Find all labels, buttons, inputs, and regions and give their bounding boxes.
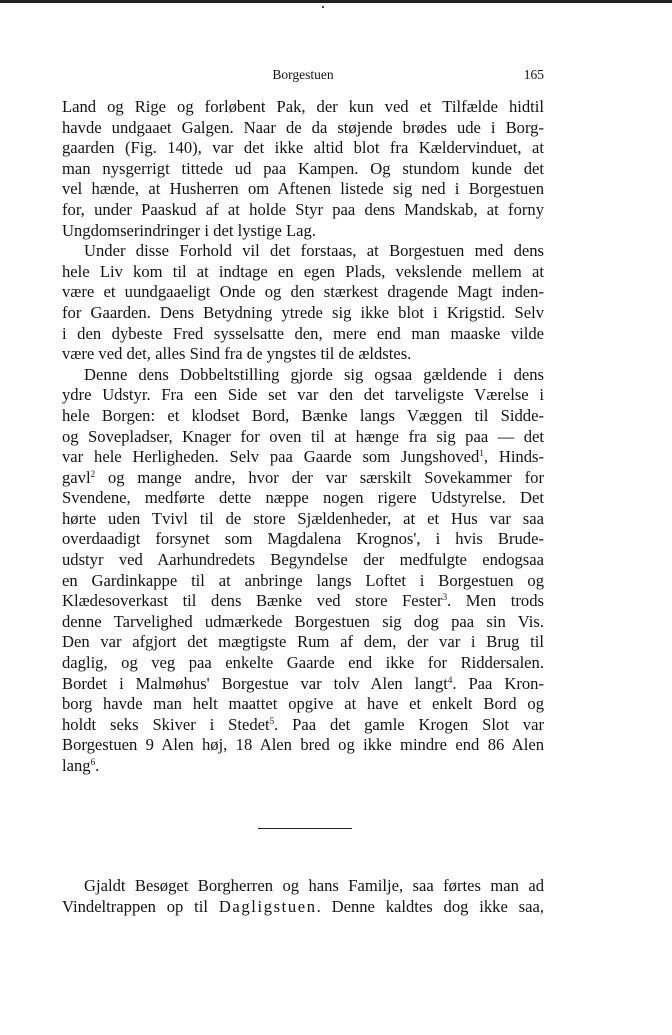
text-line: [62, 468, 544, 489]
text-line-tail: . Denne kaldtes dog ikke saa,: [316, 896, 545, 916]
text-line: Svendene, medførte dette næppe nogen rigere Udstyrelse. Det: [62, 488, 544, 508]
text-line-tail: og mange andre, hvor der var særskilt Sovekammer for: [95, 467, 544, 487]
text-line: vel hænde, at Husherren om Aftenen listede sig ned i Borgestuen: [62, 179, 544, 199]
page-top-edge: [0, 0, 672, 3]
text-line-start: Vindeltrappen op til: [62, 896, 219, 916]
text-line: [62, 447, 544, 468]
text-line: hele Borgen: et klodset Bord, Bænke langs Væggen til Sidde-: [62, 405, 544, 425]
footnote-marker: 5: [269, 715, 275, 726]
footnote-marker: 2: [90, 468, 96, 479]
text-line: overdaadigt forsynet som Magdalena Krognos', i hvis Brude-: [62, 529, 544, 549]
text-line-start: lang: [62, 756, 91, 775]
text-line: [62, 715, 544, 736]
text-line: [62, 756, 544, 777]
text-line: Den var afgjort det mægtigste Rum af dem, der var i Brug til: [62, 632, 544, 652]
running-header: [62, 67, 544, 85]
text-line: man nysgerrigt tittede ud paa Kampen. Og stundom kunde det: [62, 158, 544, 178]
text-line: [62, 897, 544, 918]
text-line: for, under Paaskud af at holde Styr paa dens Mandskab, at forny: [62, 199, 544, 219]
text-line-start: Klædesoverkast til dens Bænke ved store Fester: [62, 591, 443, 611]
text-line-tail: .: [95, 756, 100, 775]
text-line: [62, 591, 544, 612]
text-line: Borgestuen 9 Alen høj, 18 Alen bred og ikke mindre end 86 Alen: [62, 735, 544, 755]
text-line: være ved det, alles Sind fra de yngstes til de ældstes.: [62, 344, 412, 364]
text-line: udstyr ved Aarhundredets Begyndelse der medfulgte endogsaa: [62, 550, 544, 570]
text-line: i den dybeste Fred sysselsatte den, mere end man maaske vilde: [62, 323, 544, 343]
text-line-tail: . Paa det gamle Krogen Slot var: [274, 714, 544, 734]
text-line: for Gaarden. Dens Betydning ytrede sig ikke blot i Krigstid. Selv: [62, 302, 544, 322]
text-line-start: Bordet i Malmøhus' Borgestue var tolv Alen langt: [62, 673, 448, 693]
text-line: borg havde man helt maattet opgive at have et enkelt Bord og: [62, 694, 544, 714]
text-line: Denne dens Dobbeltstilling gjorde sig ogsaa gældende i dens: [84, 364, 544, 384]
text-line: havde undgaaet Galgen. Naar de da støjende brødes ude i Borg-: [62, 117, 544, 137]
text-line-start: gavl: [62, 467, 91, 487]
text-line: Under disse Forhold vil det forstaas, at Borgestuen med dens: [84, 241, 544, 261]
text-line-tail: , Hinds-: [483, 447, 545, 467]
text-line: Ungdomserindringer i det lystige Lag.: [62, 220, 316, 240]
text-line: hørte uden Tvivl til de store Sjældenheder, at et Hus var saa: [62, 508, 544, 528]
section-divider: [258, 828, 352, 829]
text-line: være et uundgaaeligt Onde og den stærkest dragende Magt inden-: [62, 282, 544, 302]
footnote-marker: 6: [90, 757, 96, 767]
text-line: Land og Rige og forløbent Pak, der kun ved et Tilfælde hidtil: [62, 97, 544, 116]
running-title: Borgestuen: [272, 67, 334, 82]
text-line-start: holdt seks Skiver i Stedet: [62, 714, 270, 734]
text-line: en Gardinkappe til at anbringe langs Loftet i Borgestuen og: [62, 570, 544, 590]
text-line: ydre Udstyr. Fra een Side set var den det tarveligste Værelse i: [62, 385, 544, 405]
text-line-start: var hele Herligheden. Selv paa Gaarde som Jungshoved: [62, 447, 480, 467]
text-line: [62, 674, 544, 695]
text-line: Gjaldt Besøget Borgherren og hans Familje, saa førtes man ad: [84, 876, 544, 895]
text-line-tail: . Men trods: [447, 591, 544, 611]
footnote-marker: 4: [447, 674, 453, 685]
footnote-marker: 1: [479, 448, 484, 459]
spaced-term: Dagligstuen: [218, 896, 317, 916]
scan-speck: [322, 6, 324, 8]
text-line: daglig, og veg paa enkelte Gaarde end ikke for Riddersalen.: [62, 653, 544, 673]
footnote-marker: 3: [442, 592, 448, 603]
text-line: denne Tarvelighed udmærkede Borgestuen sig dog paa sin Vis.: [62, 611, 544, 631]
text-line: og Sovepladser, Knager for oven til at hænge fra sig paa — det: [62, 426, 544, 446]
section-text: [62, 876, 544, 917]
text-line-tail: . Paa Kron-: [452, 673, 544, 693]
text-line: gaarden (Fig. 140), var det ikke altid blot fra Kældervinduet, at: [62, 138, 544, 158]
body-text: [62, 97, 544, 777]
page-number: 165: [523, 67, 544, 82]
text-line: hele Liv kom til at indtage en egen Plads, vekslende mellem at: [62, 261, 544, 281]
